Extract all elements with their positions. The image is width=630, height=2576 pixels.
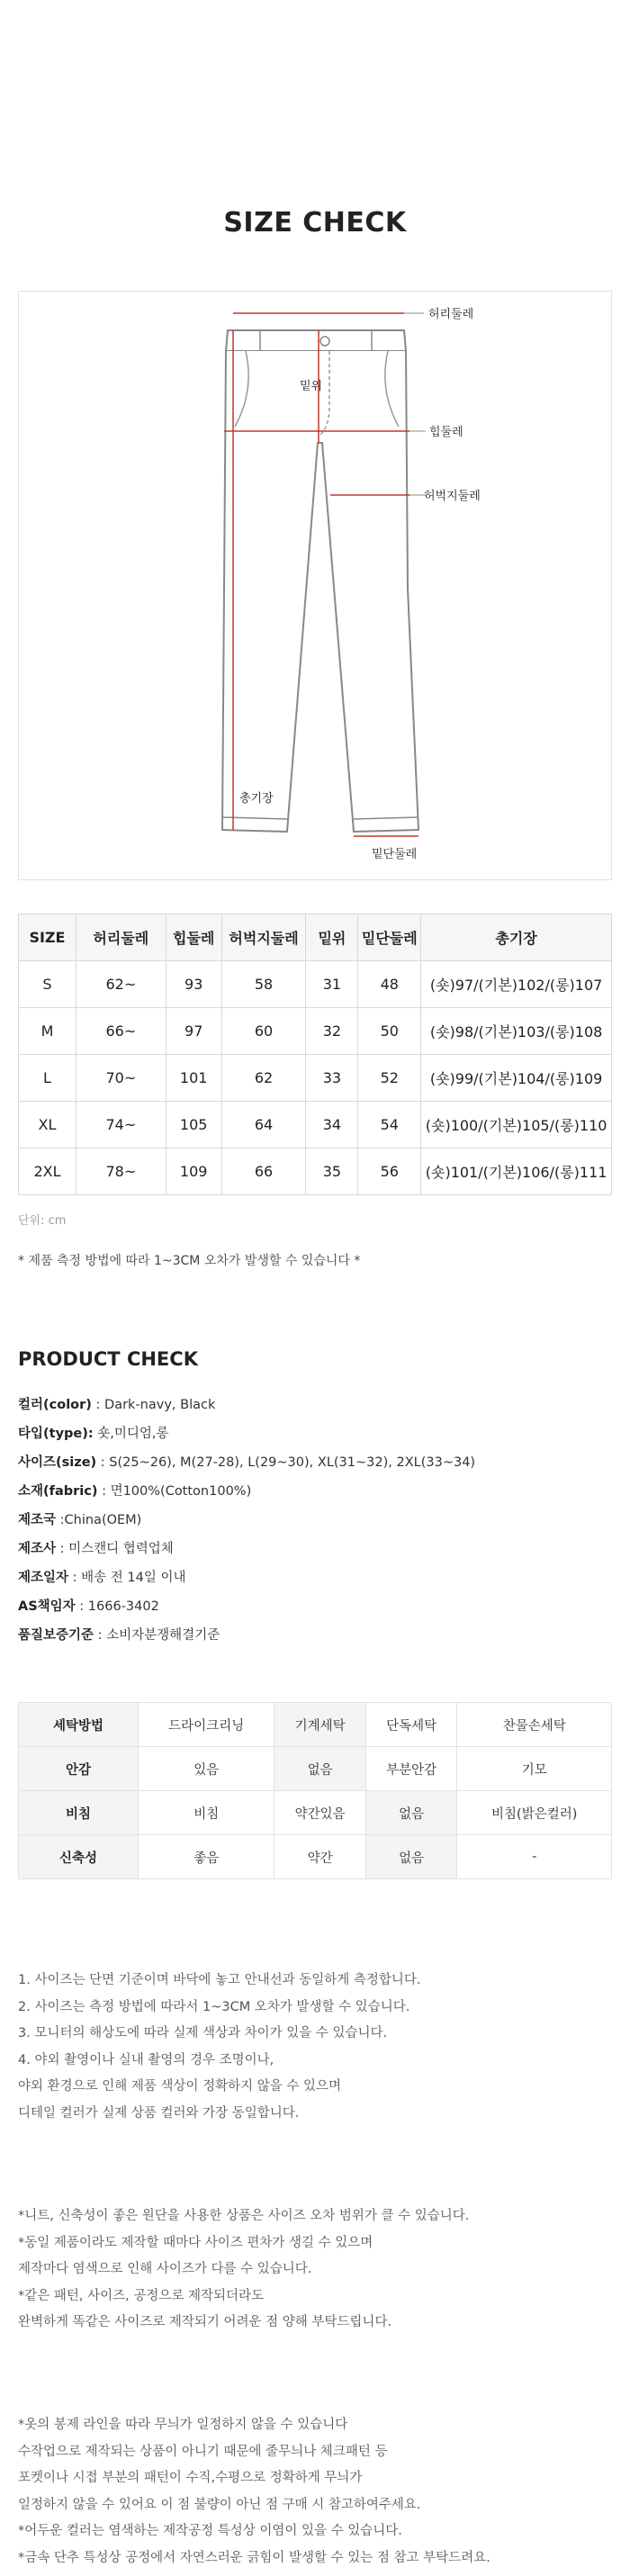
- notes-size-guide: [18, 1968, 612, 2127]
- size-cell: L: [19, 1055, 76, 1102]
- care-cell-selected: 없음: [274, 1747, 366, 1791]
- header-cell: 허리둘레: [76, 914, 166, 961]
- note-line: *동일 제품이라도 제작할 때마다 사이즈 편차가 생길 수 있으며: [18, 2235, 374, 2250]
- care-cell-selected: 없음: [365, 1835, 457, 1879]
- table-cell: 62~: [76, 961, 166, 1008]
- table-cell: 48: [358, 961, 421, 1008]
- table-cell: 97: [166, 1008, 221, 1055]
- notes-fabric: [18, 2203, 612, 2337]
- spec-size: [18, 1448, 612, 1477]
- note-line: 디테일 컬러가 실제 상품 컬러와 가장 동일합니다.: [18, 2105, 300, 2121]
- spec-key: 소재(fabric): [18, 1484, 98, 1499]
- care-cell: 부분안감: [365, 1747, 457, 1791]
- table-cell: 35: [306, 1148, 358, 1195]
- care-row-washing: [19, 1703, 612, 1747]
- product-check-title: PRODUCT CHECK: [18, 1348, 198, 1370]
- table-cell: (숏)99/(기본)104/(롱)109: [421, 1055, 612, 1102]
- spec-key: 제조사: [18, 1542, 57, 1556]
- table-cell: 93: [166, 961, 221, 1008]
- table-row: [19, 1102, 612, 1148]
- note-line: 제작마다 염색으로 인해 사이즈가 다를 수 있습니다.: [18, 2262, 312, 2276]
- note-line: *니트, 신축성이 좋은 원단을 사용한 상품은 사이즈 오차 범위가 클 수 있습니다.: [18, 2209, 470, 2223]
- header-cell: 밑위: [306, 914, 358, 961]
- table-cell: 33: [306, 1055, 358, 1102]
- table-cell: 50: [358, 1008, 421, 1055]
- header-cell: SIZE: [19, 914, 76, 961]
- note-line: 야외 환경으로 인해 제품 색상이 정확하지 않을 수 있으며: [18, 2079, 342, 2094]
- care-cell: 비침: [139, 1791, 274, 1835]
- spec-value: : 미스캔디 협력업체: [56, 1542, 174, 1556]
- table-cell: 31: [306, 961, 358, 1008]
- note-line: 포켓이나 시접 부분의 패턴이 수직,수평으로 정확하게 무늬가: [18, 2471, 363, 2485]
- spec-value: : 소비자분쟁해결기준: [94, 1628, 220, 1643]
- note-line: 수작업으로 제작되는 상품이 아니기 때문에 줄무늬나 체크패턴 등: [18, 2444, 388, 2459]
- care-cell: 좋음: [139, 1835, 274, 1879]
- size-table-header: [19, 914, 612, 961]
- care-cell-selected: 없음: [365, 1791, 457, 1835]
- care-row-transparency: [19, 1791, 612, 1835]
- care-cell: 드라이크리닝: [139, 1703, 274, 1747]
- notes-pattern: [18, 2412, 612, 2571]
- spec-key: 컬러(color): [18, 1398, 92, 1412]
- table-cell: (숏)100/(기본)105/(롱)110: [421, 1102, 612, 1148]
- spec-fabric: [18, 1477, 612, 1506]
- header-cell: 허벅지둘레: [221, 914, 306, 961]
- note-line: *금속 단추 특성상 공정에서 자연스러운 긁힘이 발생할 수 있는 점 참고 부탁드려요.: [18, 2550, 490, 2565]
- care-cell: 단독세탁: [365, 1703, 457, 1747]
- spec-manufacturer: [18, 1535, 612, 1563]
- header-cell: 밑단둘레: [358, 914, 421, 961]
- care-table: [18, 1702, 612, 1879]
- note-line: 4. 야외 촬영이나 실내 촬영의 경우 조명이나,: [18, 2052, 274, 2067]
- table-cell: 58: [221, 961, 306, 1008]
- header-cell: 총기장: [421, 914, 612, 961]
- label-thigh: 허벅지둘레: [424, 490, 481, 503]
- spec-key: 품질보증기준: [18, 1628, 94, 1643]
- label-length: 총기장: [239, 792, 274, 806]
- size-diagram: [18, 291, 612, 880]
- note-line: 완벽하게 똑같은 사이즈로 제작되기 어려운 점 양해 부탁드립니다.: [18, 2315, 392, 2329]
- table-cell: 62: [221, 1055, 306, 1102]
- table-cell: 60: [221, 1008, 306, 1055]
- row-header: 안감: [19, 1747, 139, 1791]
- care-cell: 있음: [139, 1747, 274, 1791]
- label-hem: 밑단둘레: [372, 848, 418, 861]
- table-row: [19, 1008, 612, 1055]
- table-cell: (숏)101/(기본)106/(롱)111: [421, 1148, 612, 1195]
- care-cell: 기모: [457, 1747, 612, 1791]
- care-row-lining: [19, 1747, 612, 1791]
- row-header: 신축성: [19, 1835, 139, 1879]
- table-cell: (숏)98/(기본)103/(롱)108: [421, 1008, 612, 1055]
- table-row: [19, 1148, 612, 1195]
- measure-note: * 제품 측정 방법에 따라 1~3CM 오차가 발생할 수 있습니다 *: [18, 1254, 361, 1268]
- spec-country: [18, 1506, 612, 1535]
- label-waist: 허리둘레: [428, 308, 474, 321]
- spec-value: : 1666-3402: [75, 1599, 159, 1614]
- table-cell: 56: [358, 1148, 421, 1195]
- table-cell: 64: [221, 1102, 306, 1148]
- care-cell: 비침(밝은컬러): [457, 1791, 612, 1835]
- note-line: *같은 패턴, 사이즈, 공정으로 제작되더라도: [18, 2288, 265, 2303]
- note-line: 1. 사이즈는 단면 기준이며 바닥에 놓고 안내선과 동일하게 측정합니다.: [18, 1973, 421, 1987]
- table-row: [19, 961, 612, 1008]
- size-cell: M: [19, 1008, 76, 1055]
- spec-color: [18, 1391, 612, 1419]
- note-line: *옷의 봉제 라인을 따라 무늬가 일정하지 않을 수 있습니다: [18, 2418, 348, 2432]
- spec-type: [18, 1419, 612, 1448]
- table-cell: 105: [166, 1102, 221, 1148]
- row-header: 세탁방법: [19, 1703, 139, 1747]
- header-cell: 힙둘레: [166, 914, 221, 961]
- spec-value: :China(OEM): [56, 1513, 142, 1527]
- table-cell: 109: [166, 1148, 221, 1195]
- spec-key: AS책임자: [18, 1599, 76, 1614]
- label-hip: 힙둘레: [429, 426, 464, 439]
- note-line: *어두운 컬러는 염색하는 제작공정 특성상 이염이 있을 수 있습니다.: [18, 2524, 402, 2538]
- care-cell: 약간있음: [274, 1791, 366, 1835]
- care-cell-selected: 기계세탁: [274, 1703, 366, 1747]
- label-rise: 밑위: [300, 380, 323, 393]
- table-cell: 66~: [76, 1008, 166, 1055]
- size-cell: XL: [19, 1102, 76, 1148]
- spec-key: 사이즈(size): [18, 1455, 97, 1470]
- table-cell: 34: [306, 1102, 358, 1148]
- note-line: 3. 모니터의 해상도에 따라 실제 색상과 차이가 있을 수 있습니다.: [18, 2026, 388, 2040]
- care-cell: -: [457, 1835, 612, 1879]
- spec-key: 제조일자: [18, 1571, 69, 1585]
- spec-value: 숏,미디엄,롱: [93, 1427, 169, 1441]
- spec-value: : S(25~26), M(27-28), L(29~30), XL(31~32), 2XL(33~34): [96, 1455, 476, 1470]
- care-cell: 찬물손세탁: [457, 1703, 612, 1747]
- table-cell: (숏)97/(기본)102/(롱)107: [421, 961, 612, 1008]
- table-cell: 101: [166, 1055, 221, 1102]
- row-header: 비침: [19, 1791, 139, 1835]
- table-cell: 74~: [76, 1102, 166, 1148]
- spec-value: : 배송 전 14일 이내: [68, 1571, 186, 1585]
- product-specs: [18, 1391, 612, 1650]
- spec-quality: [18, 1621, 612, 1650]
- spec-value: : 면100%(Cotton100%): [97, 1484, 252, 1499]
- table-row: [19, 1055, 612, 1102]
- note-line: 일정하지 않을 수 있어요 이 점 불량이 아닌 점 구매 시 참고하여주세요.: [18, 2497, 421, 2512]
- spec-key: 타입(type):: [18, 1427, 94, 1441]
- size-table: [18, 914, 612, 1195]
- spec-manufacture-date: [18, 1563, 612, 1592]
- table-cell: 78~: [76, 1148, 166, 1195]
- care-cell: 약간: [274, 1835, 366, 1879]
- size-check-title: SIZE CHECK: [223, 207, 407, 239]
- note-line: 2. 사이즈는 측정 방법에 따라서 1~3CM 오차가 발생할 수 있습니다.: [18, 1999, 410, 2014]
- size-cell: 2XL: [19, 1148, 76, 1195]
- spec-value: : Dark-navy, Black: [91, 1398, 216, 1412]
- spec-key: 제조국: [18, 1513, 57, 1527]
- spec-as-contact: [18, 1592, 612, 1621]
- size-cell: S: [19, 961, 76, 1008]
- care-row-stretch: [19, 1835, 612, 1879]
- table-cell: 52: [358, 1055, 421, 1102]
- unit-text: 단위: cm: [18, 1214, 67, 1228]
- table-cell: 70~: [76, 1055, 166, 1102]
- table-cell: 66: [221, 1148, 306, 1195]
- table-cell: 32: [306, 1008, 358, 1055]
- table-cell: 54: [358, 1102, 421, 1148]
